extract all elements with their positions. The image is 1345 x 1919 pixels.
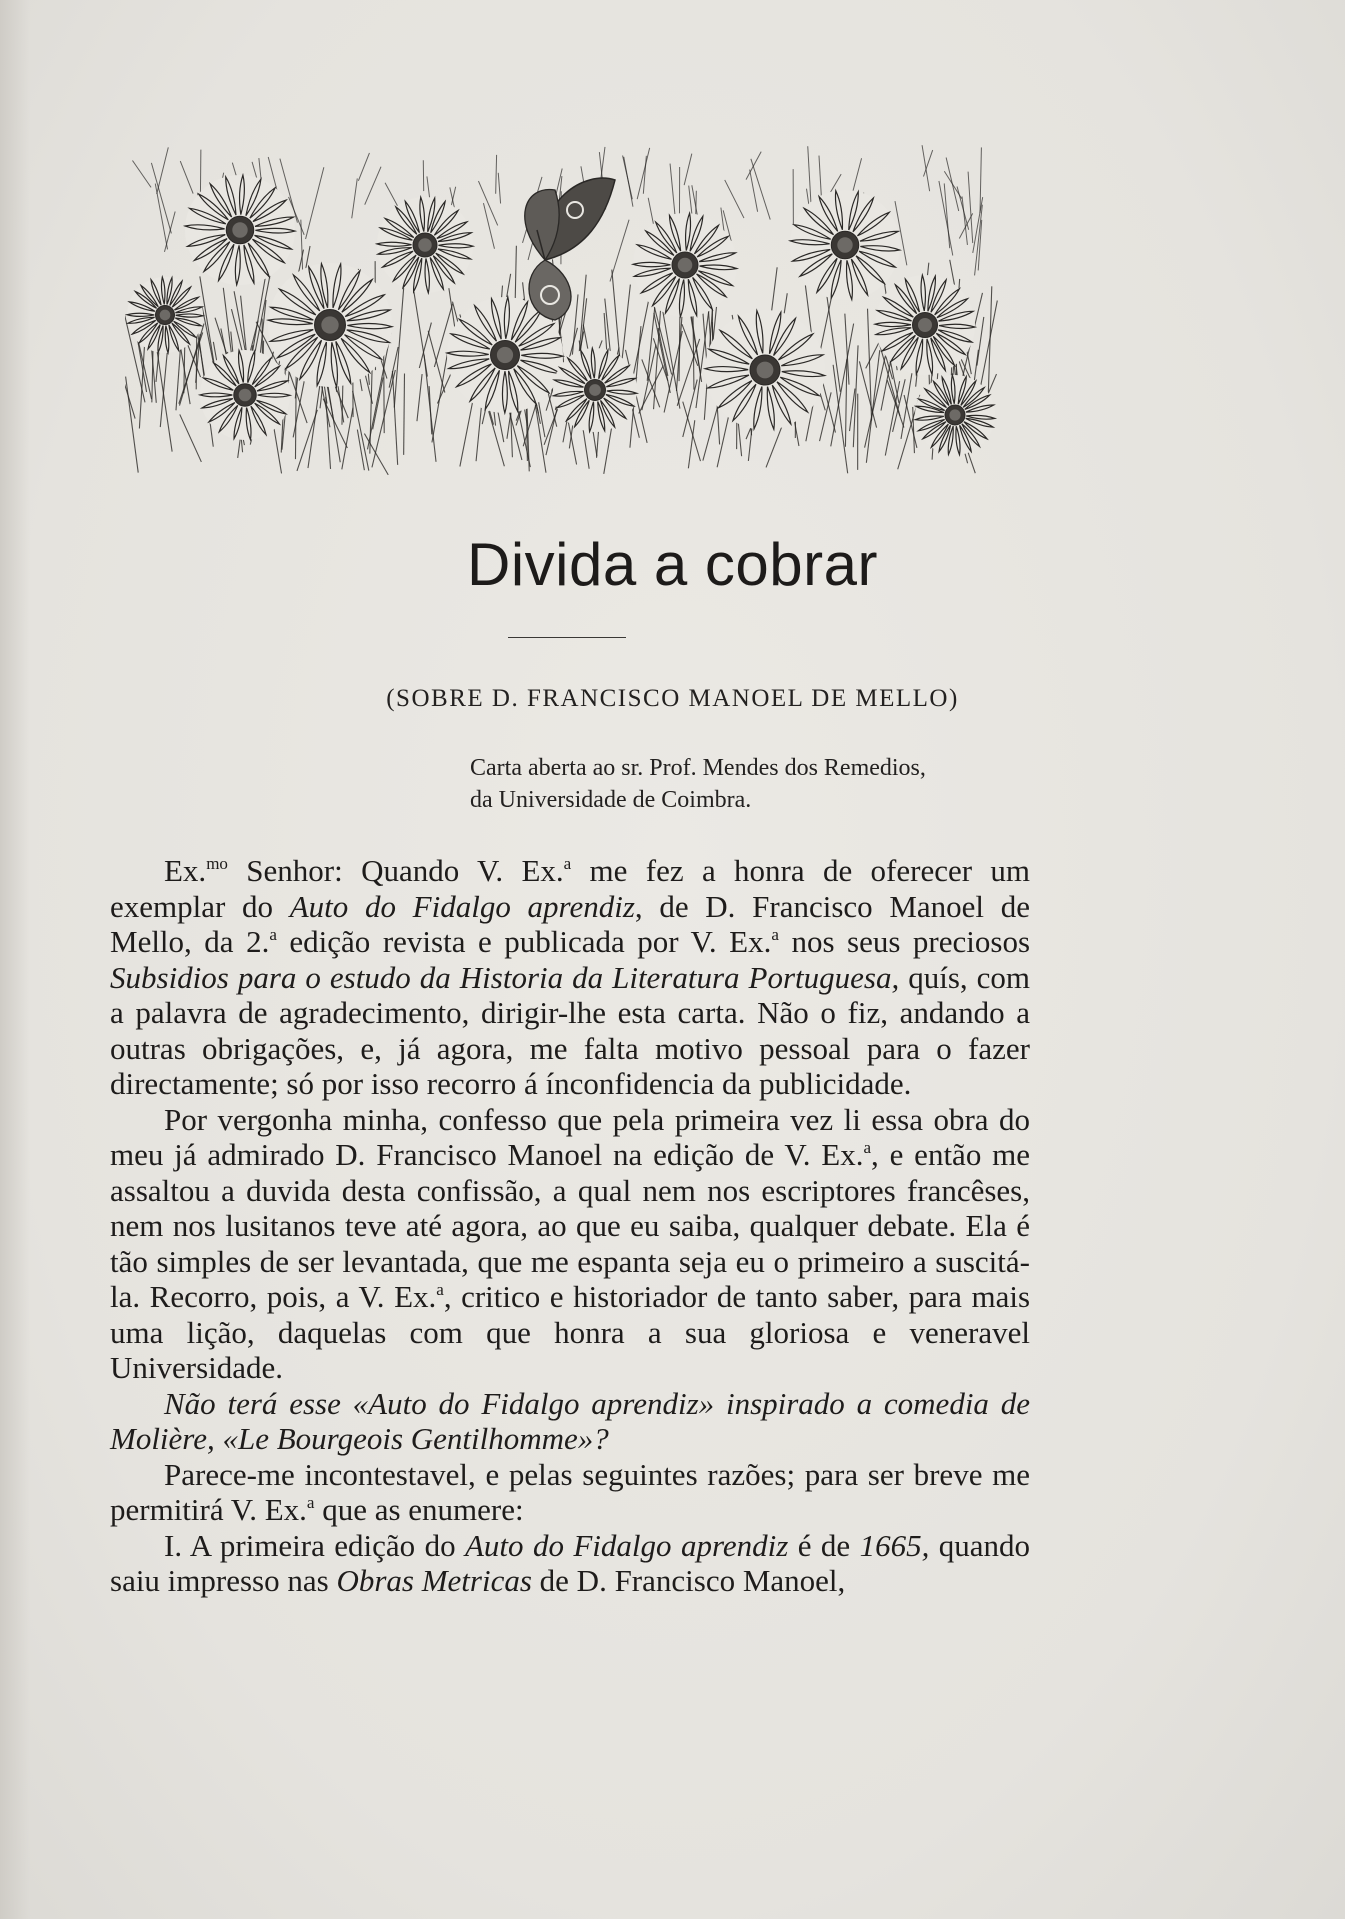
paragraph-3: Não terá esse «Auto do Fidalgo aprendiz» inspirado a comedia de Molière, «Le Bourgeois Gentilhomme»?: [110, 1385, 1030, 1456]
epigraph-line-2: da Universidade de Coimbra.: [470, 787, 752, 813]
year: 1665,: [859, 1527, 930, 1563]
text: Por vergonha minha, confesso que pela primeira vez li essa obra do meu já admirado D. Francisco Manoel na edição de V. Ex.: [110, 1101, 1030, 1172]
flowers-butterfly-icon: [125, 115, 1005, 475]
paragraph-1: [110, 853, 1030, 1102]
text: , critico e historiador de tanto saber, para mais uma lição, daquelas com que honra a sua gloriosa e veneravel Universidade.: [110, 1279, 1031, 1385]
text: Senhor: Quando V. Ex.: [246, 853, 564, 888]
title-divider: [508, 637, 626, 638]
paragraph-4: [110, 1457, 1030, 1528]
work-title: Auto do Fidalgo aprendiz: [465, 1527, 789, 1563]
work-title: Obras Metricas: [336, 1563, 532, 1598]
page-title: Divida a cobrar: [466, 531, 878, 598]
text: quís, com a palavra de agradecimento, dirigir-lhe esta carta. Não o fiz, andando a outras obrigações, e, já agora, me falta motivo pessoal para o fazer directamente; só por isso recorro á ínconfidencia da publicidade.: [110, 959, 1030, 1101]
text: que as enumere:: [314, 1492, 524, 1527]
text: é de: [788, 1527, 860, 1563]
letter-body: [110, 853, 1030, 1599]
text: , de D. Francisco Manoel de Mello, da 2.: [110, 888, 1031, 959]
paragraph-2: [110, 1102, 1030, 1386]
epigraph: [470, 752, 926, 816]
text: me fez a honra de oferecer um exemplar do: [110, 853, 1030, 924]
subtitle: (SOBRE D. FRANCISCO MANOEL DE MELLO): [386, 685, 959, 712]
epigraph-line-1: Carta aberta ao sr. Prof. Mendes dos Remedios,: [470, 755, 926, 781]
superscript: mo: [206, 854, 228, 874]
work-title: Auto do Fidalgo aprendiz: [289, 888, 635, 924]
text: quando saiu impresso nas: [110, 1527, 1031, 1598]
superscript: a: [771, 925, 779, 945]
text: edição revista e publicada por V. Ex.: [276, 924, 772, 959]
text: I. A primeira edição do: [164, 1527, 465, 1563]
work-title: Subsidios para o estudo da Historia da Literatura Portuguesa,: [110, 959, 900, 995]
superscript: a: [563, 854, 572, 874]
text: nos seus preciosos: [778, 924, 1031, 959]
paragraph-5: [110, 1528, 1030, 1599]
text: Parece-me incontestavel, e pelas seguintes razões; para ser breve me permitirá V. Ex.: [110, 1456, 1030, 1527]
superscript: a: [436, 1280, 444, 1300]
salutation: Ex.: [164, 853, 207, 888]
text: de D. Francisco Manoel,: [531, 1563, 846, 1598]
page-fold-shadow: [0, 0, 30, 1919]
superscript: a: [269, 925, 277, 945]
superscript: a: [863, 1138, 872, 1158]
text: , e então me assaltou a duvida desta confissão, a qual nem nos escriptores francêses, nem nos lusitanos teve até agora, ao que eu saiba, qualquer debate. Ela é tão simples de ser levantada, que me espanta seja eu o primeiro a suscitá-la. Recorro, pois, a V. Ex.: [110, 1137, 1031, 1314]
superscript: a: [306, 1493, 315, 1513]
